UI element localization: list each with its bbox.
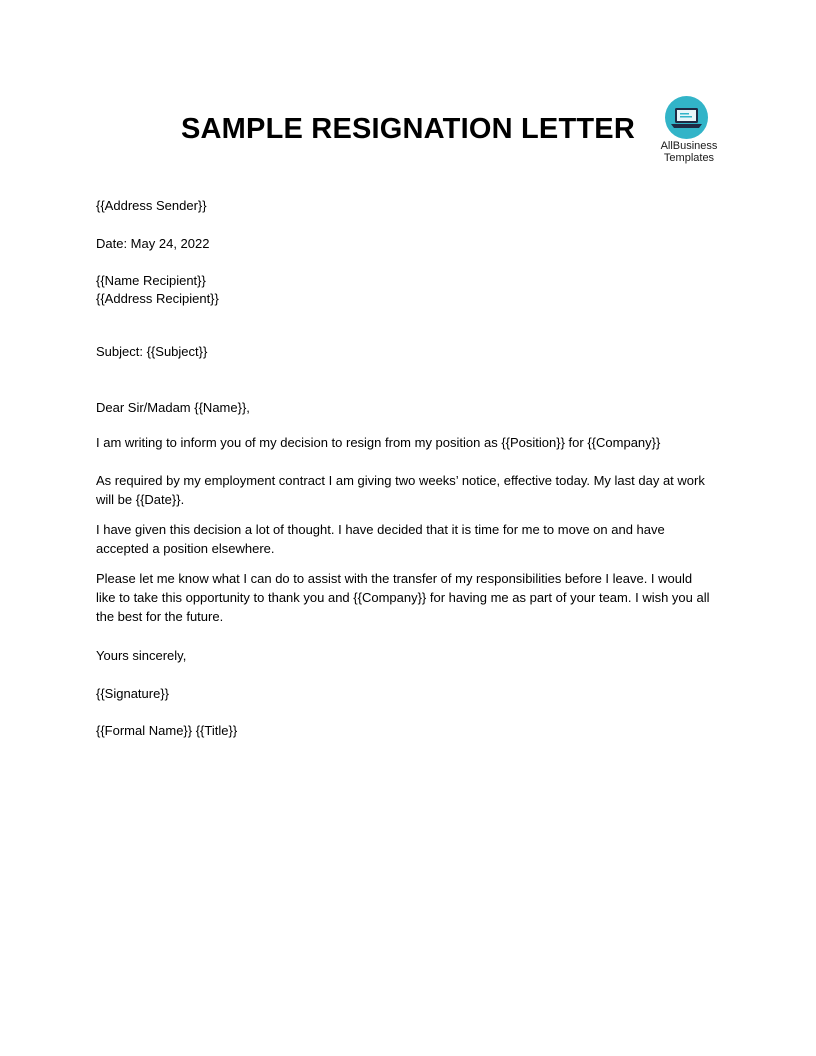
body-paragraph-4: Please let me know what I can do to assist with the transfer of my responsibilities before I leave. I would like to take this opportunity to thank you and {{Company}} for having me as part of your team. I wish you all the best for the future. <box>96 571 710 624</box>
letter-date: Date: May 24, 2022 <box>96 236 210 251</box>
salutation: Dear Sir/Madam {{Name}}, <box>96 400 250 415</box>
document-title: SAMPLE RESIGNATION LETTER <box>181 113 635 145</box>
body-paragraph-1: I am writing to inform you of my decision to resign from my position as {{Position}} for {{Company}} <box>96 435 661 450</box>
body-paragraph-3: I have given this decision a lot of thought. I have decided that it is time for me to move on and have accepted a position elsewhere. <box>96 522 665 556</box>
laptop-icon <box>665 96 708 139</box>
allbusiness-logo <box>650 94 730 169</box>
recipient-name: {{Name Recipient}} <box>96 273 206 288</box>
closing: Yours sincerely, <box>96 648 187 663</box>
logo-text-line2: Templates <box>663 152 715 164</box>
letter-subject: Subject: {{Subject}} <box>96 344 208 359</box>
recipient-address: {{Address Recipient}} <box>96 291 219 306</box>
logo-text-line1: AllBusiness <box>660 140 718 152</box>
sender-address: {{Address Sender}} <box>96 198 207 213</box>
body-paragraph-2: As required by my employment contract I am giving two weeks’ notice, effective today. My last day at work will be {{Date}}. <box>96 473 705 507</box>
formal-name-title: {{Formal Name}} {{Title}} <box>96 723 238 738</box>
signature-placeholder: {{Signature}} <box>96 686 170 701</box>
